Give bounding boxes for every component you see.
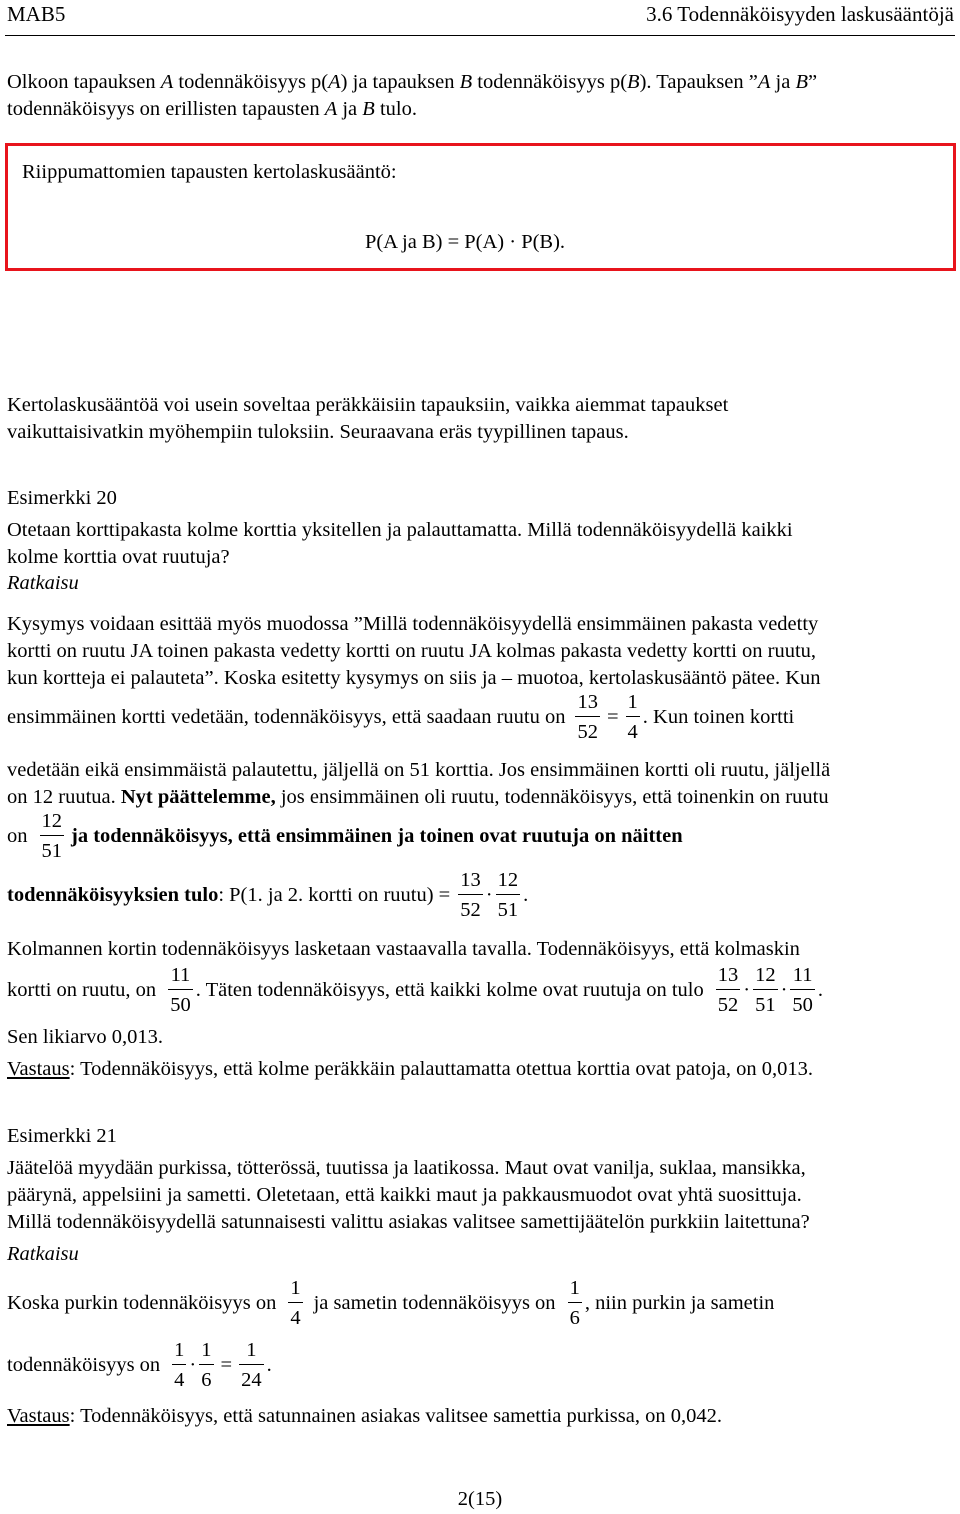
fraction-1-24: $\frac{1}{24}$	[241, 1339, 262, 1391]
ex20-solution-6: on 12 ruutua. Nyt päättelemme, jos ensimmäinen oli ruutu, todennäköisyys, että toinenkin on ruutu	[7, 786, 829, 808]
para1-line-1: Kertolaskusääntöä voi usein soveltaa peräkkäisiin tapauksiin, vaikka aiemmat tapaukset	[7, 394, 729, 416]
ex20-solution-9: Kolmannen kortin todennäköisyys lasketaan vastaavalla tavalla. Todennäköisyys, että kolmaskin	[7, 938, 800, 960]
ex20-question-1: Otetaan korttipakasta kolme korttia yksitellen ja palauttamatta. Millä todennäköisyydellä kaikki	[7, 519, 793, 541]
ex20-solution-4: ensimmäinen kortti vedetään, todennäköisyys, että saadaan ruutu on $\frac{13}{52}$ = $\frac{1}{4}$ . Kun toinen kortti	[7, 691, 795, 743]
ex21-solution-2: todennäköisyys on $\frac{1}{4}$ · $\frac{1}{6}$ = $\frac{1}{24}$ .	[7, 1339, 272, 1391]
ex20-vastaus: Vastaus: Todennäköisyys, että kolme peräkkäin palauttamatta otettua korttia ovat patoja, on 0,013.	[7, 1058, 814, 1080]
ex21-vastaus: Vastaus: Todennäköisyys, että satunnainen asiakas valitsee samettia purkissa, on 0,042.	[7, 1405, 722, 1427]
rule-title: Riippumattomien tapausten kertolaskusääntö:	[22, 161, 397, 183]
fraction-13-52-b: $\frac{13}{52}$	[460, 869, 481, 921]
fraction-1-6: $\frac{1}{6}$	[569, 1277, 580, 1329]
rule-formula: P(A ja B) = P(A) · P(B).	[365, 231, 566, 253]
intro-line-1: Olkoon tapauksen A todennäköisyys p(A) ja tapauksen B todennäköisyys p(B). Tapauksen ”A ja B”	[7, 71, 818, 93]
para1-line-2: vaikuttaisivatkin myöhempiin tuloksiin. Seuraavana eräs tyypillinen tapaus.	[7, 421, 629, 443]
fraction-1-4: $\frac{1}{4}$	[627, 691, 638, 743]
fraction-12-51-c: $\frac{12}{51}$	[755, 964, 776, 1016]
ex21-question-1: Jäätelöä myydään purkissa, tötterössä, tuutissa ja laatikossa. Maut ovat vanilja, suklaa, mansikka,	[7, 1157, 806, 1179]
fraction-1-6-b: $\frac{1}{6}$	[201, 1339, 212, 1391]
ex20-solution-5: vedetään eikä ensimmäistä palautettu, jäljellä on 51 korttia. Jos ensimmäinen kortti oli ruutu, jäljellä	[7, 759, 831, 781]
ex21-title: Esimerkki 21	[7, 1125, 117, 1147]
fraction-13-52-c: $\frac{13}{52}$	[717, 964, 739, 1016]
ex20-solution-10: kortti on ruutu, on $\frac{11}{50}$ . Täten todennäköisyys, että kaikki kolme ovat ruutuja on tulo $\frac{13}{52}$ · $\frac{12}{51}$ · $\frac{11}{50}$ .	[7, 964, 824, 1016]
ex20-solution-1: Kysymys voidaan esittää myös muodossa ”Millä todennäköisyydellä ensimmäinen pakasta vedetty	[7, 613, 819, 635]
fraction-12-51-b: $\frac{12}{51}$	[497, 869, 519, 921]
ex21-question-2: päärynä, appelsiini ja sametti. Oletetaan, että kaikki maut ja pakkausmuodot ovat yhtä suosittuja.	[7, 1184, 802, 1206]
header-left: MAB5	[7, 2, 66, 26]
intro-line-2: todennäköisyys on erillisten tapausten A ja B tulo.	[7, 98, 417, 120]
fraction-1-4-b: $\frac{1}{4}$	[290, 1277, 301, 1329]
ex21-question-3: Millä todennäköisyydellä satunnaisesti valittu asiakas valitsee samettijäätelön purkkiin laitettuna?	[7, 1211, 810, 1233]
ex21-solution-1: Koska purkin todennäköisyys on $\frac{1}{4}$ ja sametin todennäköisyys on $\frac{1}{6}$ , niin purkin ja sametin	[7, 1277, 775, 1329]
ex20-title: Esimerkki 20	[7, 487, 117, 509]
page-number: 2(15)	[457, 1488, 503, 1510]
header-right: 3.6 Todennäköisyyden laskusääntöjä	[646, 2, 954, 26]
ex20-ratkaisu: Ratkaisu	[7, 572, 79, 594]
fraction-11-50: $\frac{11}{50}$	[170, 964, 191, 1016]
ex20-approx: Sen likiarvo 0,013.	[7, 1026, 164, 1048]
ex20-solution-3: kun kortteja ei palauteta”. Koska esitetty kysymys on siis ja – muotoa, kertolaskusääntö pätee. Kun	[7, 667, 821, 689]
fraction-1-4-c: $\frac{1}{4}$	[174, 1339, 185, 1391]
ex20-solution-7: on $\frac{12}{51}$ ja todennäköisyys, että ensimmäinen ja toinen ovat ruutuja on näitten	[7, 810, 683, 862]
ex21-ratkaisu: Ratkaisu	[7, 1243, 79, 1265]
fraction-12-51: $\frac{12}{51}$	[41, 810, 62, 862]
fraction-13-52: $\frac{13}{52}$	[577, 691, 598, 743]
header-rule	[5, 35, 955, 36]
ex20-solution-2: kortti on ruutu JA toinen pakasta vedetty kortti on ruutu JA kolmas pakasta vedetty kortti on ruutu,	[7, 640, 817, 662]
ex20-question-2: kolme korttia ovat ruutuja?	[7, 546, 230, 568]
ex20-solution-8: todennäköisyyksien tulo : P(1. ja 2. kortti on ruutu) = $\frac{13}{52}$ · $\frac{12}{51}$ .	[7, 869, 529, 921]
fraction-11-50-b: $\frac{11}{50}$	[792, 964, 813, 1016]
